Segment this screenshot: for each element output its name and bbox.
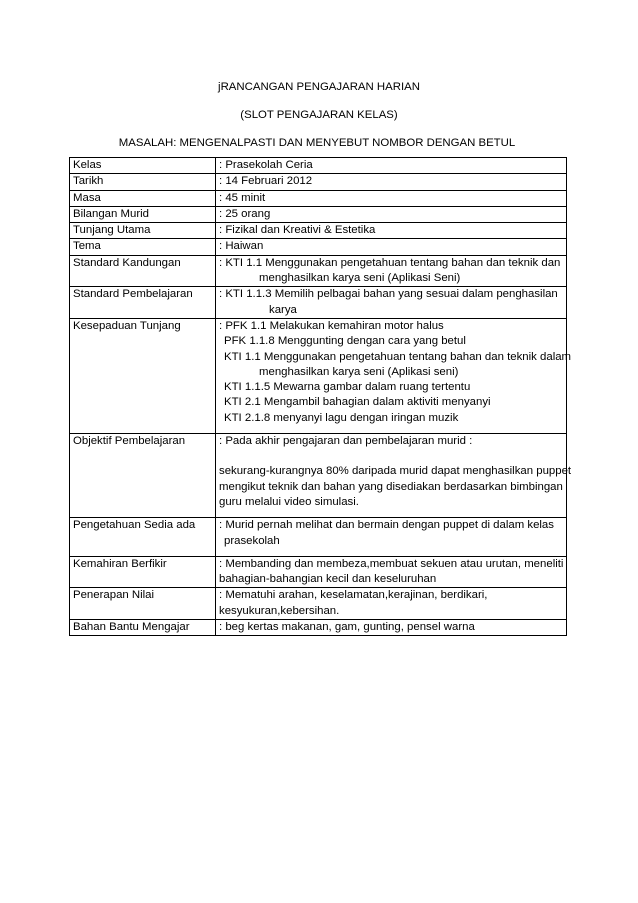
- value-line: : Mematuhi arahan, keselamatan,kerajinan, berdikari,: [219, 589, 488, 602]
- row-value: [216, 518, 567, 557]
- value-line: kesyukuran,kebersihan.: [219, 604, 340, 617]
- document-title: jRANCANGAN PENGAJARAN HARIAN: [218, 81, 420, 93]
- table-row-tema: [70, 239, 567, 255]
- value-line: menghasilkan karya seni (Aplikasi Seni): [259, 272, 461, 285]
- table-row-bahan-bantu-mengajar: [70, 620, 567, 636]
- row-label: Objektif Pembelajaran: [70, 434, 216, 518]
- row-value: : 25 orang: [216, 206, 567, 222]
- spacer: [219, 449, 563, 464]
- table-row-bilangan-murid: [70, 206, 567, 222]
- row-label: Tema: [70, 239, 216, 255]
- table-row-standard-pembelajaran: [70, 287, 567, 319]
- table-row-objektif-pembelajaran: [70, 434, 567, 518]
- spacer: [219, 510, 563, 517]
- table-row-pengetahuan-sedia-ada: [70, 518, 567, 557]
- row-label: Tarikh: [70, 174, 216, 190]
- value-line: : Pada akhir pengajaran dan pembelajaran murid :: [219, 435, 473, 448]
- row-label: Kelas: [70, 158, 216, 174]
- row-label: Kesepaduan Tunjang: [70, 318, 216, 433]
- row-label: Standard Pembelajaran: [70, 287, 216, 319]
- document-topic: MASALAH: MENGENALPASTI DAN MENYEBUT NOMBOR DENGAN BETUL: [118, 137, 516, 149]
- row-value: : 45 minit: [216, 190, 567, 206]
- value-line: KTI 2.1.8 menyanyi lagu dengan iringan muzik: [224, 411, 459, 424]
- row-value: : 14 Februari 2012: [216, 174, 567, 190]
- value-line: : Murid pernah melihat dan bermain dengan puppet di dalam kelas: [219, 519, 554, 532]
- table-row-standard-kandungan: [70, 255, 567, 287]
- row-value: [216, 287, 567, 319]
- row-label: Masa: [70, 190, 216, 206]
- table-row-kesepaduan-tunjang: [70, 318, 567, 433]
- table-row-kemahiran-berfikir: [70, 556, 567, 588]
- table-row-tarikh: [70, 174, 567, 190]
- table-row-tunjang-utama: [70, 223, 567, 239]
- row-label: Tunjang Utama: [70, 223, 216, 239]
- value-line: menghasilkan karya seni (Aplikasi seni): [259, 365, 459, 378]
- value-line: prasekolah: [224, 534, 280, 547]
- spacer: [219, 549, 563, 556]
- row-value: [216, 556, 567, 588]
- value-line: KTI 1.1.5 Mewarna gambar dalam ruang tertentu: [224, 381, 471, 394]
- value-line: KTI 2.1 Mengambil bahagian dalam aktiviti menyanyi: [224, 396, 491, 409]
- row-value: : Fizikal dan Kreativi & Estetika: [216, 223, 567, 239]
- row-value: [216, 255, 567, 287]
- row-label: Standard Kandungan: [70, 255, 216, 287]
- value-line: : Membanding dan membeza,membuat sekuen atau urutan, meneliti: [219, 557, 564, 570]
- value-line: : KTI 1.1 Menggunakan pengetahuan tentang bahan dan teknik dan: [219, 256, 561, 269]
- row-label: Pengetahuan Sedia ada: [70, 518, 216, 557]
- row-value: : beg kertas makanan, gam, gunting, pensel warna: [216, 620, 567, 636]
- row-label: Bahan Bantu Mengajar: [70, 620, 216, 636]
- row-value: [216, 434, 572, 518]
- table-row-kelas: [70, 158, 567, 174]
- value-line: PFK 1.1.8 Menggunting dengan cara yang betul: [224, 335, 466, 348]
- lesson-plan-table: [69, 157, 572, 636]
- value-line: mengikut teknik dan bahan yang disediakan berdasarkan bimbingan: [219, 480, 563, 493]
- value-line: bahagian-bahangian kecil dan keseluruhan: [219, 573, 437, 586]
- table-row-penerapan-nilai: [70, 588, 567, 620]
- row-value: [216, 588, 567, 620]
- spacer: [219, 426, 563, 433]
- table-row-masa: [70, 190, 567, 206]
- value-line: : PFK 1.1 Melakukan kemahiran motor halus: [219, 319, 444, 332]
- row-value: : Haiwan: [216, 239, 567, 255]
- value-line: guru melalui video simulasi.: [219, 495, 359, 508]
- row-label: Kemahiran Berfikir: [70, 556, 216, 588]
- row-label: Penerapan Nilai: [70, 588, 216, 620]
- value-line: KTI 1.1 Menggunakan pengetahuan tentang bahan dan teknik dalam: [224, 350, 572, 363]
- value-line: karya: [269, 303, 297, 316]
- row-label: Bilangan Murid: [70, 206, 216, 222]
- row-value: [216, 318, 572, 433]
- document-subtitle: (SLOT PENGAJARAN KELAS): [240, 109, 398, 121]
- value-line: : KTI 1.1.3 Memilih pelbagai bahan yang sesuai dalam penghasilan: [219, 288, 558, 301]
- value-line: sekurang-kurangnya 80% daripada murid dapat menghasilkan puppet: [219, 465, 572, 478]
- row-value: : Prasekolah Ceria: [216, 158, 567, 174]
